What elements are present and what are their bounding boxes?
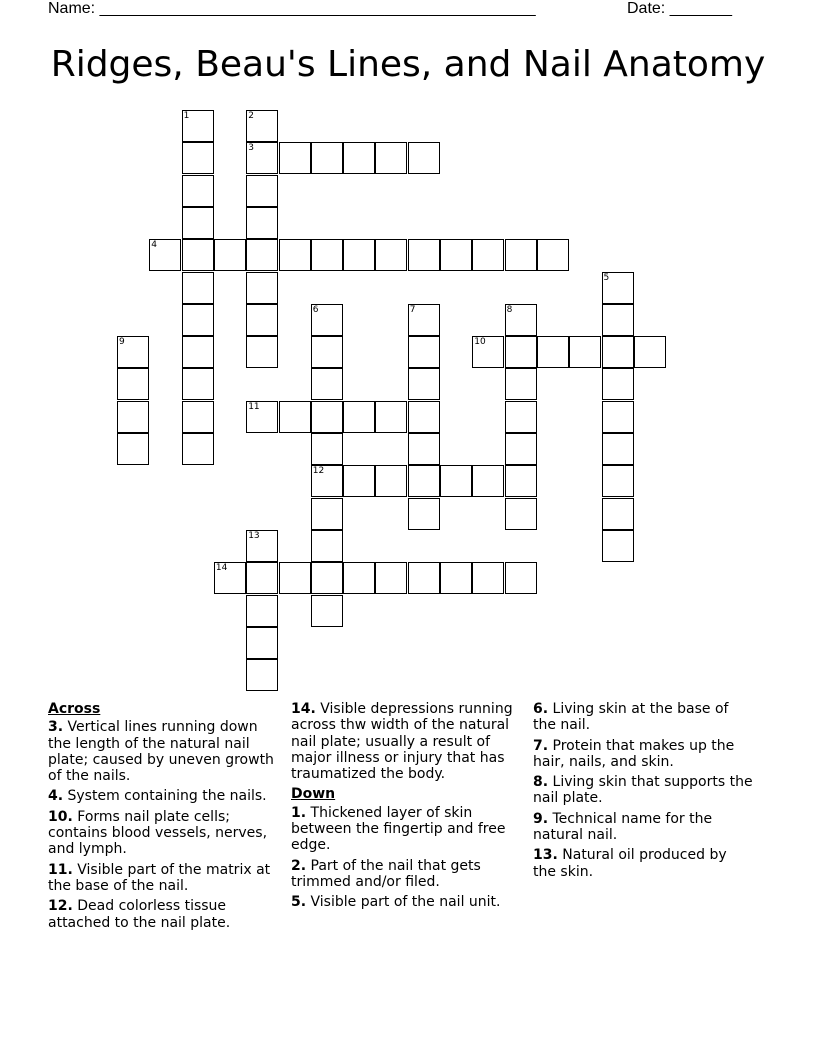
- grid-cell[interactable]: [182, 368, 214, 400]
- grid-cell[interactable]: [246, 562, 278, 594]
- grid-cell[interactable]: [505, 239, 537, 271]
- grid-cell[interactable]: [505, 562, 537, 594]
- grid-cell[interactable]: [375, 562, 407, 594]
- clue-text: System containing the nails.: [63, 788, 267, 805]
- grid-cell[interactable]: [472, 562, 504, 594]
- grid-cell[interactable]: [182, 401, 214, 433]
- grid-cell[interactable]: [440, 465, 472, 497]
- clue-across-12: [48, 898, 280, 931]
- grid-cell[interactable]: [311, 530, 343, 562]
- clue-start-number: 11: [248, 401, 260, 412]
- clue-start-number: 6: [312, 304, 319, 315]
- clue-number: 6.: [533, 701, 549, 717]
- clues-column-2: [291, 701, 525, 915]
- grid-cell[interactable]: [537, 336, 569, 368]
- clue-start-number: 4: [151, 240, 158, 251]
- grid-cell[interactable]: [408, 142, 440, 174]
- clue-across-10: [48, 809, 280, 858]
- grid-cell[interactable]: [279, 562, 311, 594]
- grid-cell[interactable]: [408, 401, 440, 433]
- grid-cell[interactable]: [634, 336, 666, 368]
- grid-cell[interactable]: [279, 401, 311, 433]
- clue-text: Living skin at the base of the nail.: [533, 701, 729, 734]
- grid-cell[interactable]: [343, 562, 375, 594]
- grid-cell[interactable]: [246, 336, 278, 368]
- clue-across-11: [48, 862, 280, 895]
- grid-cell[interactable]: [246, 595, 278, 627]
- grid-cell[interactable]: [440, 562, 472, 594]
- clue-text: Forms nail plate cells; contains blood vessels, nerves, and lymph.: [48, 808, 268, 858]
- clue-start-number: 14: [215, 563, 228, 574]
- grid-cell[interactable]: [246, 304, 278, 336]
- clue-text: Vertical lines running down the length of the natural nail plate; caused by uneven growth of the nails.: [48, 719, 274, 785]
- grid-cell[interactable]: [279, 239, 311, 271]
- clue-number: 1.: [291, 804, 307, 821]
- across-heading: Across: [48, 701, 101, 717]
- grid-cell[interactable]: [472, 239, 504, 271]
- grid-cell[interactable]: [246, 627, 278, 659]
- clue-number: 12.: [48, 898, 73, 915]
- clue-text: Living skin that supports the nail plate.: [533, 774, 753, 807]
- grid-cell[interactable]: [408, 433, 440, 465]
- grid-cell[interactable]: [408, 562, 440, 594]
- down-heading: Down: [291, 786, 336, 803]
- grid-cell[interactable]: [505, 401, 537, 433]
- grid-cell[interactable]: [375, 465, 407, 497]
- grid-cell[interactable]: [311, 142, 343, 174]
- clue-down-6: [533, 701, 753, 734]
- clue-text: Natural oil produced by the skin.: [533, 847, 727, 880]
- clue-down-9: [533, 811, 753, 844]
- clue-down-2: [291, 858, 525, 891]
- grid-cell[interactable]: [279, 142, 311, 174]
- grid-cell[interactable]: [182, 207, 214, 239]
- grid-cell[interactable]: [602, 498, 634, 530]
- date-field-label: Date: _______: [627, 0, 732, 17]
- clue-text: Part of the nail that gets trimmed and/or filed.: [291, 857, 481, 890]
- grid-cell[interactable]: [602, 433, 634, 465]
- clues-column-3: [533, 701, 753, 884]
- grid-cell[interactable]: [505, 368, 537, 400]
- clue-across-3: [48, 719, 280, 784]
- grid-cell[interactable]: [472, 465, 504, 497]
- name-field-label: Name: _________________________________________________: [48, 0, 536, 17]
- clue-number: 4.: [48, 788, 64, 805]
- grid-cell[interactable]: [311, 562, 343, 594]
- clue-number: 2.: [291, 857, 307, 874]
- grid-cell[interactable]: [311, 368, 343, 400]
- grid-cell[interactable]: [375, 239, 407, 271]
- grid-cell[interactable]: [602, 530, 634, 562]
- clue-start-number: 8: [506, 304, 513, 315]
- grid-cell[interactable]: [602, 465, 634, 497]
- clue-number: 5.: [291, 894, 307, 911]
- grid-cell[interactable]: [343, 239, 375, 271]
- grid-cell[interactable]: [246, 207, 278, 239]
- clue-text: Visible part of the nail unit.: [306, 894, 501, 911]
- clue-start-number: 13: [248, 530, 260, 541]
- grid-cell[interactable]: [408, 465, 440, 497]
- clue-start-number: 12: [312, 466, 325, 477]
- grid-cell[interactable]: [408, 336, 440, 368]
- clue-text: Dead colorless tissue attached to the nail plate.: [48, 898, 231, 931]
- clue-number: 9.: [533, 810, 549, 827]
- grid-cell[interactable]: [182, 433, 214, 465]
- grid-cell[interactable]: [343, 401, 375, 433]
- grid-cell[interactable]: [408, 498, 440, 530]
- grid-cell[interactable]: [246, 175, 278, 207]
- clue-down-7: [533, 738, 753, 771]
- grid-cell[interactable]: [311, 336, 343, 368]
- grid-cell[interactable]: [182, 175, 214, 207]
- grid-cell[interactable]: [246, 272, 278, 304]
- clue-start-number: 1: [183, 111, 190, 121]
- grid-cell[interactable]: [505, 465, 537, 497]
- clue-text: Visible depressions running across thw width of the natural nail plate; usually a result of major illness or injury that has traumatized the body.: [291, 701, 513, 783]
- grid-cell[interactable]: [602, 336, 634, 368]
- grid-cell[interactable]: [117, 433, 149, 465]
- clue-text: Protein that makes up the hair, nails, and skin.: [533, 737, 735, 770]
- grid-cell[interactable]: [311, 595, 343, 627]
- grid-cell[interactable]: [505, 336, 537, 368]
- clue-number: 10.: [48, 808, 73, 825]
- grid-cell[interactable]: [246, 239, 278, 271]
- grid-cell[interactable]: [214, 239, 246, 271]
- grid-cell[interactable]: [505, 498, 537, 530]
- clue-down-1: [291, 805, 525, 854]
- page-title: Ridges, Beau's Lines, and Nail Anatomy: [50, 44, 766, 85]
- grid-cell[interactable]: [182, 142, 214, 174]
- clue-start-number: 5: [603, 272, 610, 283]
- clue-number: 14.: [291, 701, 316, 717]
- clue-start-number: 7: [409, 304, 416, 315]
- grid-cell[interactable]: [602, 401, 634, 433]
- grid-cell[interactable]: [182, 336, 214, 368]
- clue-across-4: [48, 788, 280, 804]
- clue-start-number: 3: [248, 143, 254, 154]
- grid-cell[interactable]: [602, 304, 634, 336]
- clues-column-1: [48, 701, 280, 935]
- clue-start-number: 10: [474, 337, 486, 348]
- clue-down-8: [533, 774, 753, 807]
- clue-number: 11.: [48, 861, 73, 878]
- grid-cell[interactable]: [117, 368, 149, 400]
- grid-cell[interactable]: [343, 142, 375, 174]
- clue-across-14: [291, 701, 525, 782]
- grid-cell[interactable]: [311, 433, 343, 465]
- grid-cell[interactable]: [569, 336, 601, 368]
- grid-cell[interactable]: [311, 239, 343, 271]
- grid-cell[interactable]: [440, 239, 472, 271]
- grid-cell[interactable]: [246, 659, 278, 691]
- grid-cell[interactable]: [375, 401, 407, 433]
- grid-cell[interactable]: [602, 368, 634, 400]
- grid-cell[interactable]: [117, 401, 149, 433]
- grid-cell[interactable]: [311, 498, 343, 530]
- grid-cell[interactable]: [182, 304, 214, 336]
- clue-number: 7.: [533, 737, 549, 754]
- grid-cell[interactable]: [505, 433, 537, 465]
- grid-cell[interactable]: [375, 142, 407, 174]
- clue-start-number: 2: [248, 111, 254, 121]
- grid-cell[interactable]: [182, 239, 214, 271]
- grid-cell[interactable]: [182, 272, 214, 304]
- grid-cell[interactable]: [537, 239, 569, 271]
- clue-number: 8.: [533, 774, 549, 791]
- clue-down-5: [291, 894, 525, 910]
- clue-number: 3.: [48, 719, 64, 736]
- clue-start-number: 9: [119, 337, 125, 348]
- grid-cell[interactable]: [343, 465, 375, 497]
- clue-number: 13.: [533, 847, 558, 864]
- clue-down-13: [533, 847, 753, 880]
- clue-text: Thickened layer of skin between the fingertip and free edge.: [291, 804, 506, 854]
- clue-text: Visible part of the matrix at the base of the nail.: [48, 861, 271, 894]
- grid-cell[interactable]: [311, 401, 343, 433]
- grid-cell[interactable]: [408, 368, 440, 400]
- clue-text: Technical name for the natural nail.: [533, 810, 713, 844]
- grid-cell[interactable]: [408, 239, 440, 271]
